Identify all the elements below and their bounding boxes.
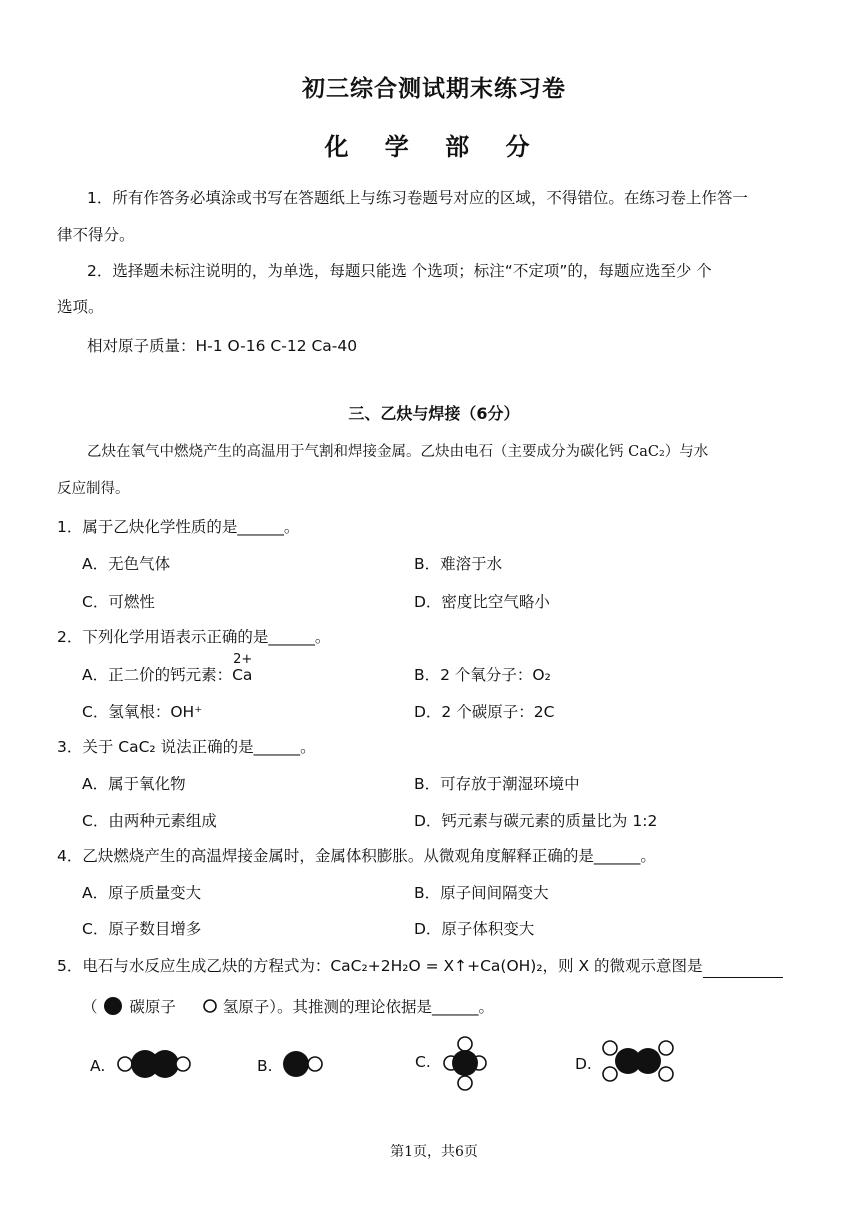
atomic-mass-line: 相对原子质量：H-1 O-16 C-12 Ca-40 <box>87 337 358 355</box>
q3-option-b[interactable]: B．可存放于潮湿环境中 <box>414 775 580 793</box>
legend-carbon-label: 碳原子 <box>129 998 176 1016</box>
q4-option-c[interactable]: C．原子数目增多 <box>82 920 202 938</box>
q2-option-a-label: A．正二价的钙元素： <box>82 666 233 684</box>
q5-option-d-label[interactable]: D. <box>575 1055 592 1073</box>
q2-option-c[interactable]: C．氢氧根：OH⁺ <box>82 703 203 721</box>
legend-hydrogen-label: 氢原子）。其推测的理论依据是______。 <box>222 998 494 1016</box>
q1-option-d[interactable]: D．密度比空气略小 <box>414 593 550 611</box>
q2-option-a[interactable] <box>82 652 253 685</box>
calcium-with-charge <box>232 652 253 684</box>
carbon-atom-icon <box>102 996 124 1016</box>
q5-option-b-molecule-icon[interactable] <box>282 1047 326 1081</box>
q3-option-d[interactable]: D．钙元素与碳元素的质量比为 1:2 <box>414 812 658 830</box>
section-title: 三、乙炔与焊接（6分） <box>348 404 520 423</box>
q3-option-c[interactable]: C．由两种元素组成 <box>82 812 217 830</box>
subject-title: 化 学 部 分 <box>324 133 544 161</box>
q1-option-b[interactable]: B．难溶于水 <box>414 555 503 573</box>
q5-option-a-molecule-icon[interactable] <box>116 1045 192 1083</box>
instruction-line-2: 律不得分。 <box>57 226 135 244</box>
q1-option-c[interactable]: C．可燃性 <box>82 593 155 611</box>
question-4-stem: 4．乙炔燃烧产生的高温焊接金属时，金属体积膨胀。从微观角度解释正确的是______。 <box>57 847 656 865</box>
q3-option-a[interactable]: A．属于氧化物 <box>82 775 186 793</box>
q5-option-c-molecule-icon[interactable] <box>442 1035 488 1093</box>
answer-blank[interactable] <box>703 955 783 978</box>
q5-option-c-label[interactable]: C. <box>415 1053 431 1071</box>
hydrogen-atom-icon <box>202 998 218 1014</box>
instruction-line-1: 1．所有作答务必填涂或书写在答题纸上与练习卷题号对应的区域，不得错位。在练习卷上作答一 <box>87 189 748 207</box>
calcium-symbol: Ca <box>232 666 253 684</box>
section-intro-2: 反应制得。 <box>57 481 130 497</box>
q2-option-b[interactable]: B．2 个氧分子：O₂ <box>414 666 551 684</box>
instruction-line-4: 选项。 <box>57 298 104 316</box>
question-5-legend <box>82 996 494 1018</box>
section-intro-1: 乙炔在氧气中燃烧产生的高温用于气割和焊接金属。乙炔由电石（主要成分为碳化钙 CaC₂）与水 <box>87 444 709 460</box>
question-5-stem <box>57 955 783 978</box>
instruction-line-3: 2．选择题未标注说明的，为单选，每题只能选 个选项；标注“不定项”的，每题应选至少 个 <box>87 262 712 280</box>
question-1-stem: 1．属于乙炔化学性质的是______。 <box>57 518 300 536</box>
q5-option-b-label[interactable]: B. <box>257 1057 273 1075</box>
q5-option-d-molecule-icon[interactable] <box>600 1038 676 1086</box>
q1-option-a[interactable]: A．无色气体 <box>82 555 171 573</box>
q4-option-d[interactable]: D．原子体积变大 <box>414 920 535 938</box>
page-number: 第1页，共6页 <box>390 1144 478 1160</box>
legend-open: （ <box>82 998 98 1016</box>
q4-option-a[interactable]: A．原子质量变大 <box>82 884 202 902</box>
q2-option-d[interactable]: D．2 个碳原子：2C <box>414 703 555 721</box>
question-2-stem: 2．下列化学用语表示正确的是______。 <box>57 628 331 646</box>
charge-label: 2+ <box>233 652 253 667</box>
q5-option-a-label[interactable]: A. <box>90 1057 106 1075</box>
page-title: 初三综合测试期末练习卷 <box>302 76 566 102</box>
question-3-stem: 3．关于 CaC₂ 说法正确的是______。 <box>57 738 316 756</box>
question-5-text: 5．电石与水反应生成乙炔的方程式为：CaC₂+2H₂O = X↑+Ca(OH)₂，则 X 的微观示意图是 <box>57 957 703 975</box>
q4-option-b[interactable]: B．原子间间隔变大 <box>414 884 549 902</box>
